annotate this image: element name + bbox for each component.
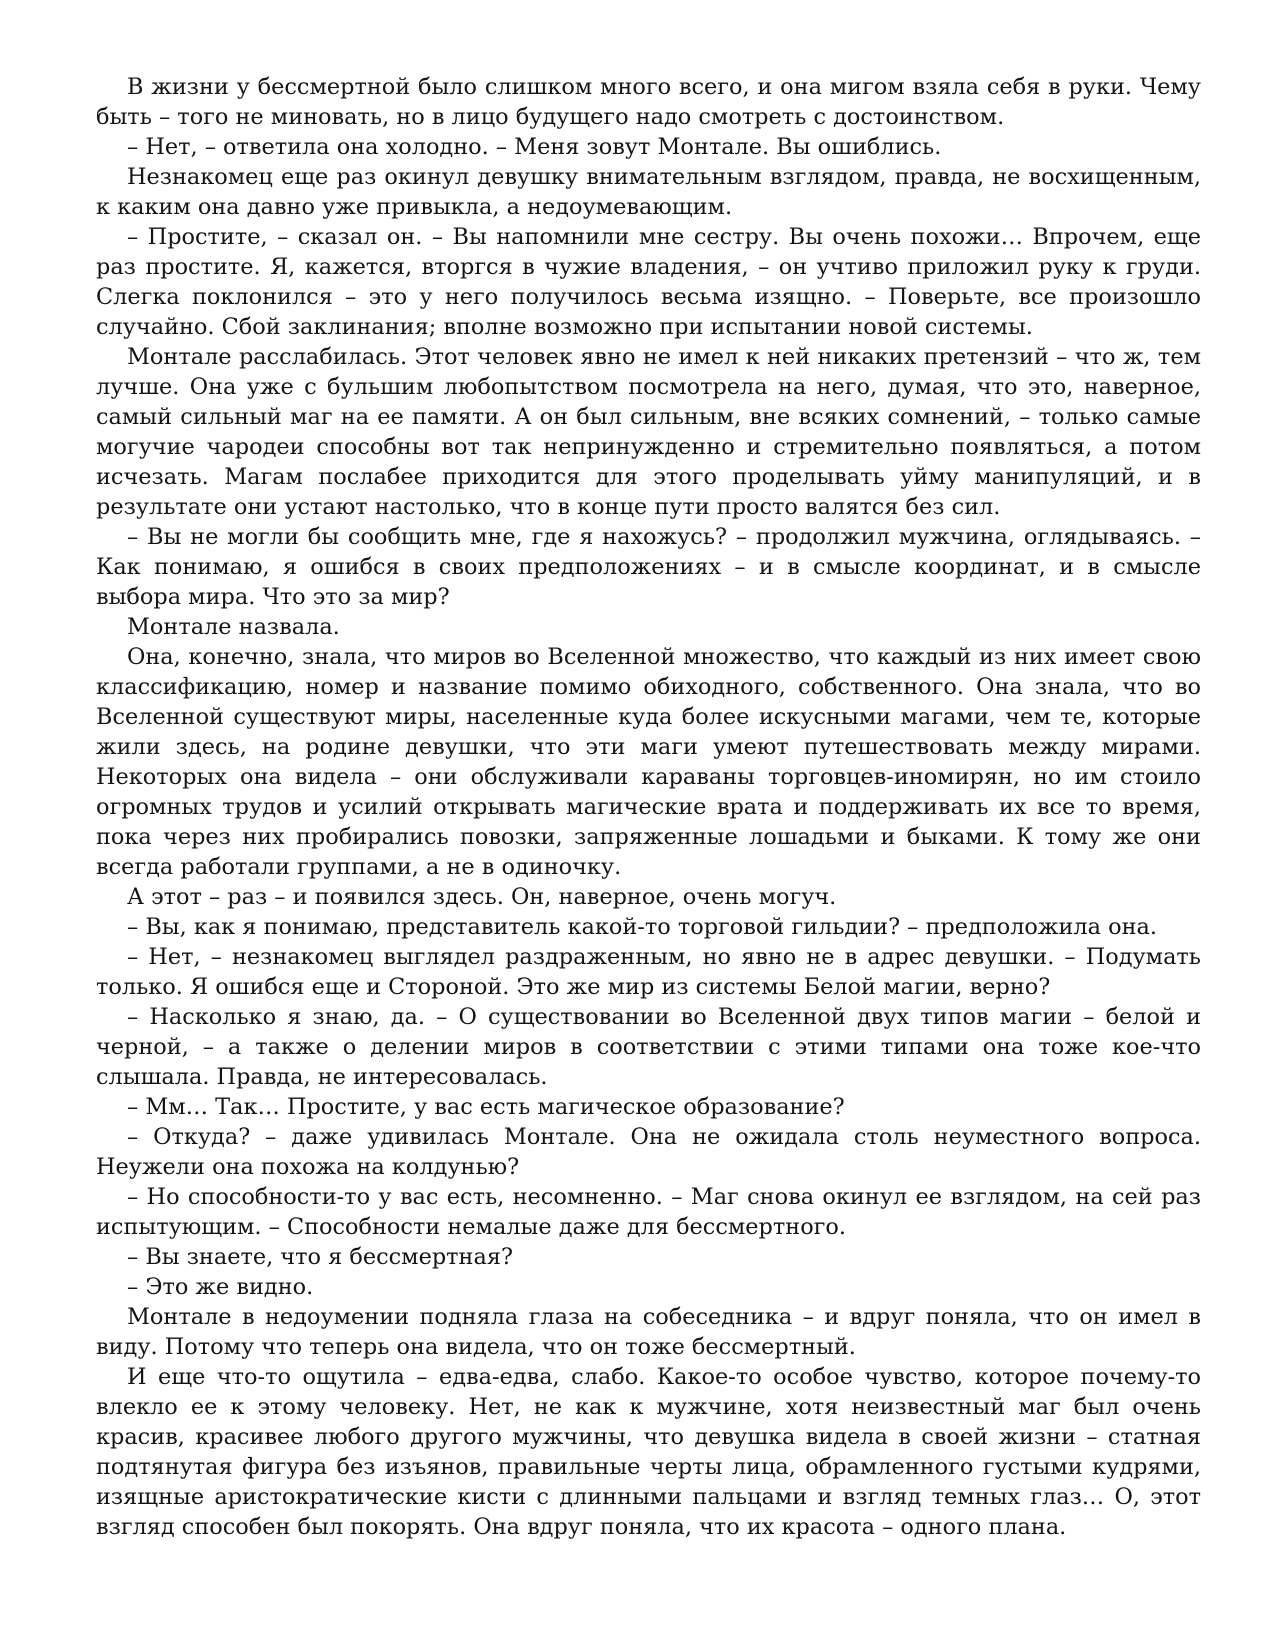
paragraph: Незнакомец еще раз окинул девушку внимательным взглядом, правда, не восхищенным, к каким она давно уже привыкла, а недоумевающим. <box>96 164 1201 220</box>
paragraph: – Вы не могли бы сообщить мне, где я нахожусь? – продолжил мужчина, оглядываясь. – Как понимаю, я ошибся в своих предположениях – и в смысле координат, и в смысле выбора мира. Что это за мир? <box>96 524 1201 610</box>
paragraph: – Это же видно. <box>127 1274 314 1300</box>
paragraph: И еще что-то ощутила – едва-едва, слабо. Какое-то особое чувство, которое почему-то влекло ее к этому человеку. Нет, не как к мужчине, хотя неизвестный маг был очень красив, красивее любого другого мужчины, что девушка видела в своей жизни – статная подтянутая фигура без изъянов, правильные черты лица, обрамленного густыми кудрями, изящные аристократические кисти с длинными пальцами и взгляд темных глаз… О, этот взгляд способен был покорять. Она вдруг поняла, что их красота – одного плана. <box>96 1364 1201 1540</box>
paragraph: – Откуда? – даже удивилась Монтале. Она не ожидала столь неуместного вопроса. Неужели она похожа на колдунью? <box>96 1124 1201 1180</box>
paragraph: Монтале назвала. <box>127 614 340 640</box>
paragraph: Она, конечно, знала, что миров во Вселенной множество, что каждый из них имеет свою классификацию, номер и название помимо обиходного, собственного. Она знала, что во Вселенной существуют миры, населенные куда более искусными магами, чем те, которые жили здесь, на родине девушки, что эти маги умеют путешествовать между мирами. Некоторых она видела – они обслуживали караваны торговцев-иномирян, но им стоило огромных трудов и усилий открывать магические врата и поддерживать их все то время, пока через них пробирались повозки, запряженные лошадьми и быками. К тому же они всегда работали группами, а не в одиночку. <box>96 644 1201 880</box>
paragraph: – Нет, – незнакомец выглядел раздраженным, но явно не в адрес девушки. – Подумать только. Я ошибся еще и Стороной. Это же мир из системы Белой магии, верно? <box>96 944 1201 1000</box>
paragraph: Монтале в недоумении подняла глаза на собеседника – и вдруг поняла, что он имел в виду. Потому что теперь она видела, что он тоже бессмертный. <box>96 1304 1201 1360</box>
paragraph: – Вы, как я понимаю, представитель какой-то торговой гильдии? – предположила она. <box>127 914 1157 940</box>
book-page <box>96 72 1201 1542</box>
paragraph: – Насколько я знаю, да. – О существовании во Вселенной двух типов магии – белой и черной, – а также о делении миров в соответствии с этими типами она тоже кое-что слышала. Правда, не интересовалась. <box>96 1004 1201 1090</box>
paragraph: В жизни у бессмертной было слишком много всего, и она мигом взяла себя в руки. Чему быть – того не миновать, но в лицо будущего надо смотреть с достоинством. <box>96 74 1201 130</box>
paragraph: – Вы знаете, что я бессмертная? <box>127 1244 513 1270</box>
paragraph: Монтале расслабилась. Этот человек явно не имел к ней никаких претензий – что ж, тем лучше. Она уже с бульшим любопытством посмотрела на него, думая, что это, наверное, самый сильный маг на ее памяти. А он был сильным, вне всяких сомнений, – только самые могучие чародеи способны вот так непринужденно и стремительно появляться, а потом исчезать. Магам послабее приходится для этого проделывать уйму манипуляций, и в результате они устают настолько, что в конце пути просто валятся без сил. <box>96 344 1201 520</box>
paragraph: – Простите, – сказал он. – Вы напомнили мне сестру. Вы очень похожи… Впрочем, еще раз простите. Я, кажется, вторгся в чужие владения, – он учтиво приложил руку к груди. Слегка поклонился – это у него получилось весьма изящно. – Поверьте, все произошло случайно. Сбой заклинания; вполне возможно при испытании новой системы. <box>96 224 1201 340</box>
paragraph: А этот – раз – и появился здесь. Он, наверное, очень могуч. <box>127 884 837 910</box>
paragraph: – Мм… Так… Простите, у вас есть магическое образование? <box>127 1094 845 1120</box>
paragraph: – Нет, – ответила она холодно. – Меня зовут Монтале. Вы ошиблись. <box>127 134 942 160</box>
paragraph: – Но способности-то у вас есть, несомненно. – Маг снова окинул ее взглядом, на сей раз испытующим. – Способности немалые даже для бессмертного. <box>96 1184 1201 1240</box>
